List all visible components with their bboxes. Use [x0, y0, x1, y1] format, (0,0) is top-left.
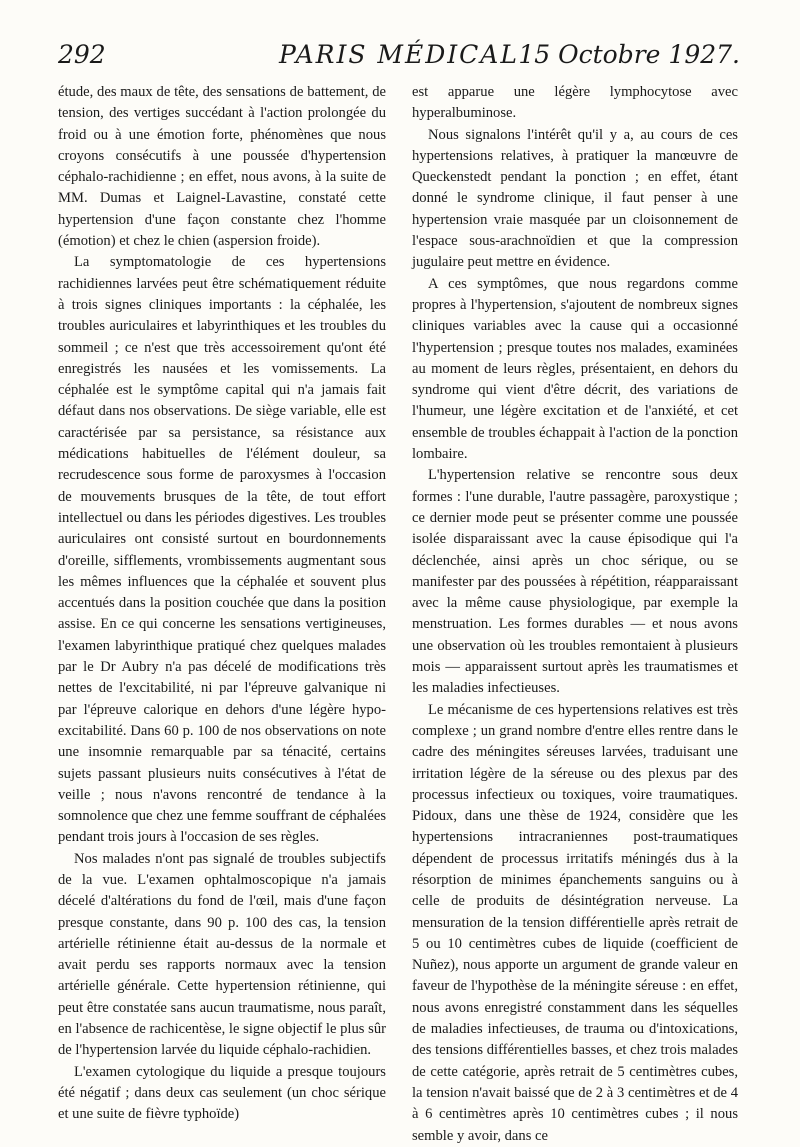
- paragraph: L'examen cytologique du liquide a presque toujours été négatif ; dans deux cas seulement (un choc sérique et une suite de fièvre typhoïde): [58, 1063, 386, 1123]
- paragraph: Nos malades n'ont pas signalé de troubles subjectifs de la vue. L'examen ophtalmoscopique n'a jamais décelé d'altérations du fond de l'œil, mais d'une façon presque constante, dans 90 p. 100 des cas, la tension artérielle rétinienne était au-dessus de la normale et avait perdu ses rapports normaux avec la tension artérielle générale. Cette hypertension rétinienne, qui peut être constatée sans aucun traumatisme, nous paraît, en l'absence de rachicentèse, le signe objectif le plus sûr de l'hypertension larvée du liquide céphalo-rachidien.: [58, 850, 386, 1059]
- paragraph: est apparue une légère lymphocytose avec hyperalbuminose.: [412, 84, 738, 122]
- paragraph: Nous signalons l'intérêt qu'il y a, au cours de ces hypertensions relatives, à pratiquer la manœuvre de Queckenstedt pendant la ponction ; en effet, étant donné le syndrome clinique, il faut penser à une hypertension vraie masquée par un cloisonnement de l'espace sous-arachnoïdien et que la compression jugulaire peut mettre en évidence.: [412, 126, 738, 271]
- paragraph: Le mécanisme de ces hypertensions relatives est très complexe ; un grand nombre d'entre elles rentre dans le cadre des méningites séreuses larvées, traduisant une irritation légère de la séreuse ou des plexus par des processus infectieux ou toxiques, voire traumatiques. Pidoux, dans une thèse de 1924, considère que les hypertensions intracraniennes post-traumatiques dépendent de processus irritatifs méningés dus à la résorption de minimes épanchements sanguins ou à celle de produits de désintégration nerveuse. La mensuration de la tension différentielle après retrait de 5 ou 10 centimètres cubes de liquide (coefficient de Nuñez), nous apporte un argument de grande valeur en faveur de l'hypothèse de la méningite séreuse : en effet, nous avons enregistré constamment dans les séquelles de maladies infectieuses, de trauma ou d'intoxications, des tensions différentielles basses, et chez trois malades de cette catégorie, après retrait de 5 centimètres cubes, la tension n'avait baissé que de 2 à 3 centimètres et de 4 à 6 centimètres après 10 centimètres cubes ; il nous semble y avoir, dans ce: [412, 701, 738, 1144]
- issue-date: 15 Octobre 1927.: [518, 40, 740, 69]
- running-header: [58, 40, 740, 76]
- page-number: 292: [58, 40, 106, 69]
- paragraph: La symptomatologie de ces hypertensions rachidiennes larvées peut être schématiquement réduite à trois signes cliniques importants : la céphalée, les troubles auriculaires et labyrinthiques et les troubles du sommeil ; ce n'est que très accessoirement qu'ont été enregistrés les nausées et les vomissements. La céphalée est le symptôme capital qui n'a jamais fait défaut dans nos observations. De siège variable, elle est caractérisée par sa persistance, sa résistance aux médications habituelles de l'élément douleur, sa recrudescence sous forme de paroxysmes à l'occasion de mouvements brusques de la tête, de tout effort intellectuel ou dans les périodes digestives. Les troubles auriculaires ont consisté surtout en bourdonnements d'oreille, sifflements, vrombissements augmentant sous les mêmes influences que la céphalée et souvent plus accentués dans la position couchée que dans la position assise. En ce qui concerne les sensations vertigineuses, l'examen labyrinthique pratiqué chez quelques malades par le Dr Aubry n'a pas décelé de modifications très nettes de l'excitabilité, ni par l'épreuve galvanique ni par l'épreuve calorique en dehors d'une légère hypo-excitabilité. Dans 60 p. 100 de nos observations on note une insomnie remarquable par sa ténacité, certains sujets passant plusieurs nuits consécutives à l'état de veille ; nous n'avons rencontré de tendance à la somnolence que chez une femme souffrant de céphalées pendant trois jours à l'occasion de ses règles.: [58, 254, 386, 846]
- right-column: [412, 82, 738, 1147]
- journal-title: PARIS MÉDICAL: [279, 40, 519, 69]
- paragraph: étude, des maux de tête, des sensations de battement, de tension, des vertiges succédant à l'action prolongée du froid ou à une émotion forte, phénomènes que nous croyons consécutifs à une poussée d'hypertension céphalo-rachidienne ; en effet, nous avons, à la suite de MM. Dumas et Laignel-Lavastine, constaté cette hypertension d'une façon constante chez l'homme (émotion) et chez le chien (aspersion froide).: [58, 84, 386, 250]
- paragraph: L'hypertension relative se rencontre sous deux formes : l'une durable, l'autre passagère, paroxystique ; ce dernier mode peut se présenter comme une poussée isolée disparaissant avec la cause épisodique qui l'a déclenchée, ainsi après un choc sérique, ou se manifester par des poussées à répétition, réapparaissant avec la même cause physiologique, par exemple la menstruation. Les formes durables — et nous avons une observation où les troubles remontaient à plusieurs mois — apparaissent surtout après les traumatismes et les maladies infectieuses.: [412, 467, 738, 697]
- left-column: [58, 82, 386, 1126]
- paragraph: A ces symptômes, que nous regardons comme propres à l'hypertension, s'ajoutent de nombreux signes cliniques variables avec la cause qui a occasionné l'hypertension ; presque toutes nos malades, examinées au moment de leurs règles, présentaient, en dehors du syndrome qui vient d'être décrit, des variations de l'humeur, une légère excitation et de l'anxiété, et cet ensemble de troubles échappait à l'action de la ponction lombaire.: [412, 275, 738, 463]
